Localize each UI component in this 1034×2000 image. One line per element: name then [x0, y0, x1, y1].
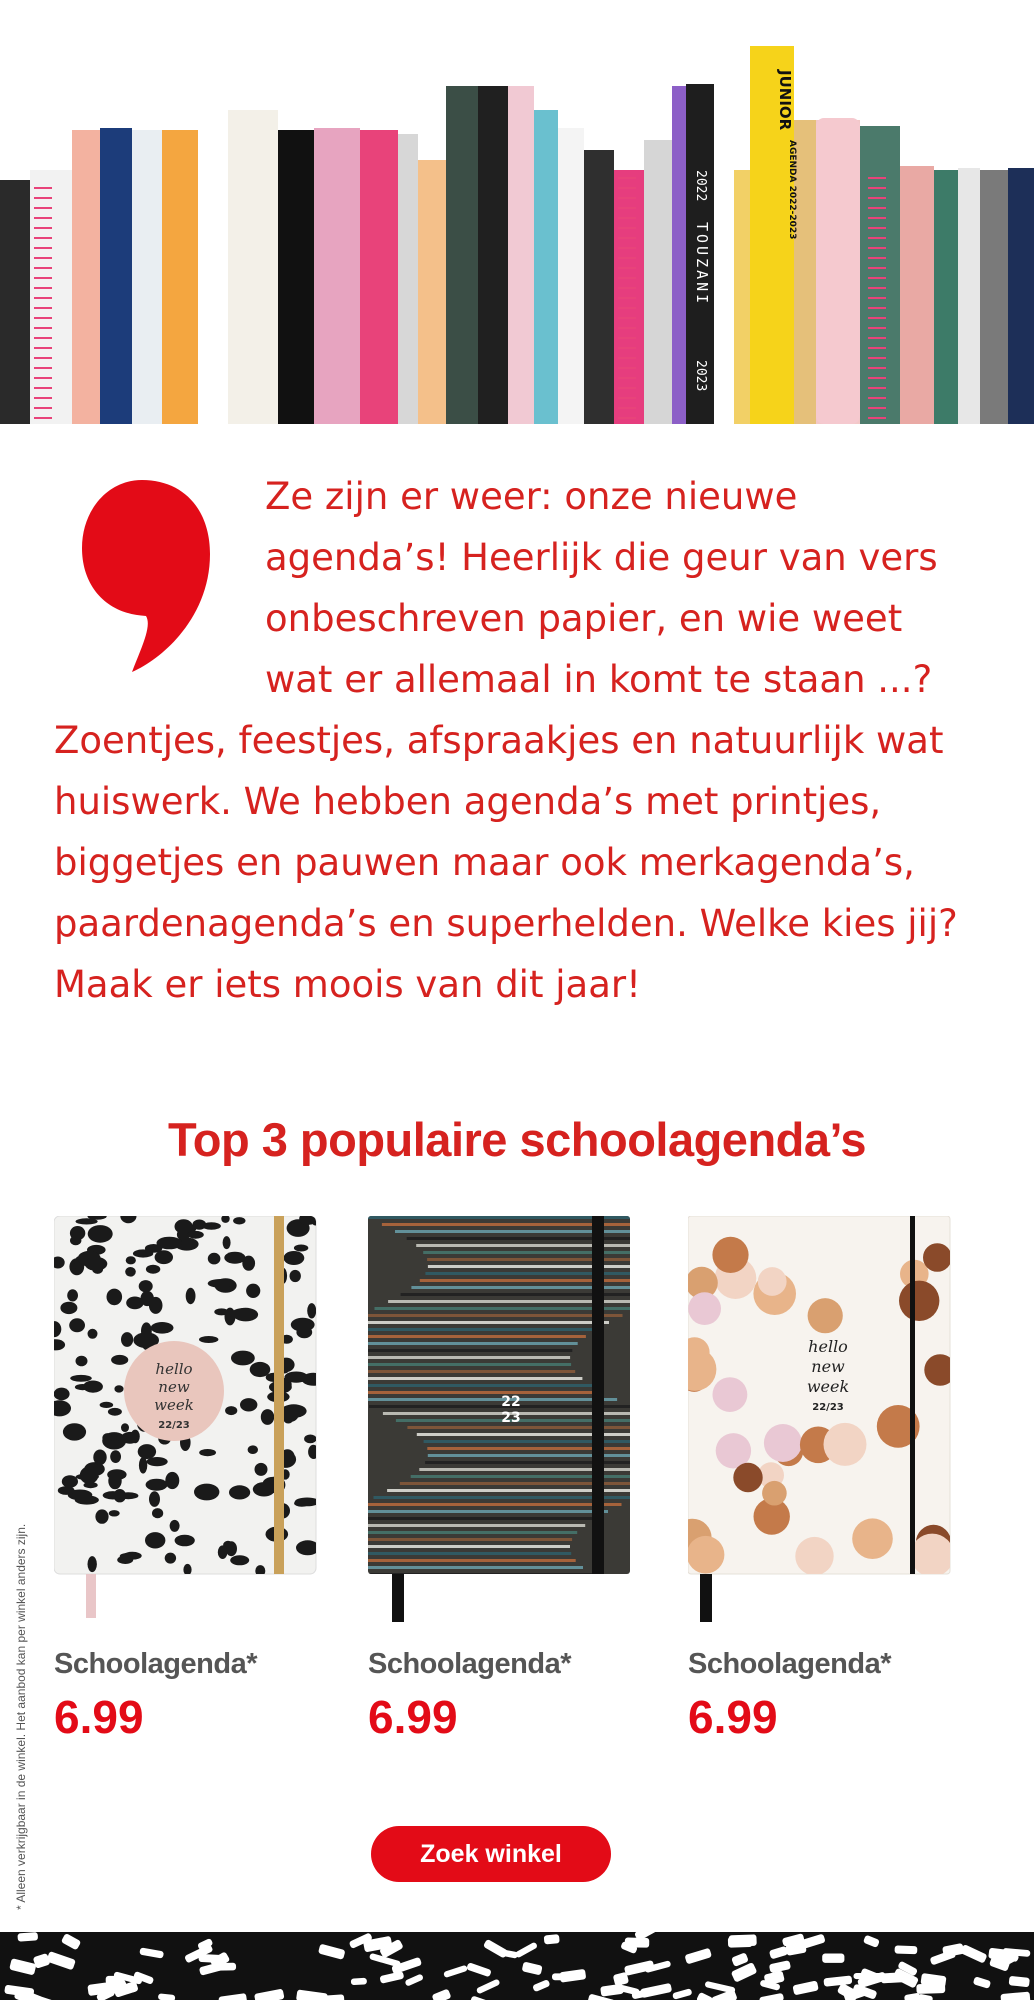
- cover-stripe: [368, 1384, 592, 1387]
- striped-agenda-image[interactable]: [368, 1216, 634, 1576]
- footer-dash: [432, 1989, 452, 2000]
- product-card[interactable]: [688, 1216, 968, 1756]
- book-spine: [1008, 168, 1034, 424]
- cover-stripe: [368, 1377, 582, 1380]
- leopard-spot: [103, 1491, 123, 1499]
- book-spine: [958, 168, 980, 424]
- leopard-spot: [261, 1409, 274, 1425]
- leopard-spot: [62, 1475, 78, 1488]
- fluffy-agenda-spine: [816, 118, 860, 424]
- footer-dash: [470, 1995, 497, 2000]
- leopard-spot: [233, 1217, 245, 1224]
- footer-dash: [792, 1980, 818, 1995]
- leopard-spot: [202, 1222, 221, 1230]
- hand-shape: [733, 1463, 762, 1492]
- cover-text-hello: hello: [155, 1360, 193, 1378]
- cover-stripe: [368, 1328, 597, 1331]
- leopard-spot: [60, 1302, 77, 1314]
- hand-shape: [911, 1534, 954, 1576]
- footer-dash: [318, 1944, 346, 1960]
- footer-dash: [895, 1945, 918, 1954]
- find-store-button[interactable]: Zoek winkel: [371, 1826, 611, 1882]
- leopard-spot: [121, 1332, 133, 1347]
- leopard-spot: [88, 1329, 98, 1339]
- footer-dash: [728, 1936, 753, 1948]
- intro-line: agenda’s! Heerlijk die geur van vers: [265, 536, 938, 579]
- hand-shape: [758, 1267, 787, 1296]
- footer-dash: [863, 1935, 880, 1948]
- leopard-spot: [165, 1472, 179, 1489]
- cover-stripe: [368, 1559, 576, 1562]
- book-spine: [860, 126, 900, 424]
- cover-stripe: [368, 1216, 630, 1219]
- leopard-spot: [146, 1265, 160, 1274]
- footer-dash: [379, 1971, 404, 1984]
- hand-shape: [688, 1292, 721, 1325]
- book-spine: [558, 128, 584, 424]
- leopard-spot: [125, 1267, 136, 1277]
- footer-dash: [684, 1948, 712, 1965]
- bookmark-ribbon: [392, 1574, 404, 1622]
- leopard-spot: [80, 1466, 99, 1484]
- product-price: 6.99: [368, 1691, 458, 1743]
- leopard-spot: [229, 1485, 250, 1499]
- footer-dash: [522, 1962, 543, 1976]
- disclaimer-text: * Alleen verkrijgbaar in de winkel. Het aanbod kan per winkel anders zijn.: [14, 1523, 28, 1910]
- leopard-spot: [133, 1249, 153, 1257]
- footer-dash: [973, 1976, 991, 1989]
- hand-shape: [923, 1243, 952, 1272]
- footer-dash: [1009, 1976, 1030, 1987]
- leopard-spot: [307, 1303, 316, 1318]
- cover-stripe: [368, 1363, 571, 1366]
- cover-stripe: [368, 1503, 622, 1506]
- product-name: Schoolagenda*: [688, 1648, 891, 1680]
- cover-stripe: [368, 1342, 578, 1345]
- leopard-spot: [291, 1318, 315, 1332]
- footer-dash: [764, 1970, 785, 1985]
- leopard-agenda-image[interactable]: [54, 1216, 320, 1576]
- footer-dash: [960, 1944, 988, 1964]
- book-spine: [228, 110, 278, 424]
- cover-stripe: [368, 1321, 609, 1324]
- footer-dash: [404, 1973, 424, 1986]
- book-spine: [162, 130, 198, 424]
- intro-line: Maak er iets moois van dit jaar!: [54, 963, 641, 1006]
- leopard-spot: [117, 1556, 133, 1564]
- cover-text-year: 22/23: [812, 1402, 844, 1413]
- hand-shape: [762, 1481, 787, 1506]
- footer-dash: [625, 1938, 650, 1948]
- leopard-spot: [139, 1457, 147, 1474]
- book-spine: [934, 170, 958, 424]
- cover-text-week: week: [154, 1396, 194, 1414]
- product-name: Schoolagenda*: [368, 1648, 571, 1680]
- leopard-spot: [69, 1318, 85, 1332]
- spine-text-touzani: TOUZANI: [693, 222, 711, 307]
- leopard-spot: [110, 1450, 121, 1463]
- leopard-spot: [138, 1444, 156, 1459]
- leopard-spot: [240, 1398, 257, 1411]
- leopard-spot: [250, 1362, 271, 1377]
- footer-dash: [46, 1951, 76, 1970]
- leopard-spot: [165, 1553, 176, 1564]
- cover-stripe: [368, 1538, 572, 1541]
- hands-agenda-image[interactable]: [688, 1216, 954, 1576]
- leopard-spot: [76, 1356, 88, 1367]
- footer-dash: [17, 1932, 38, 1942]
- book-spine: [360, 130, 398, 424]
- intro-paragraph: [54, 466, 994, 1015]
- leopard-spot: [83, 1381, 103, 1393]
- cover-stripe: [368, 1552, 571, 1555]
- book-spine: [900, 166, 934, 424]
- leopard-spot: [149, 1297, 163, 1314]
- leopard-spot: [295, 1498, 320, 1507]
- leopard-spot: [108, 1408, 122, 1416]
- leopard-spot: [231, 1351, 255, 1366]
- cover-stripe: [368, 1349, 572, 1352]
- leopard-spot: [107, 1469, 126, 1480]
- intro-line: biggetjes en pauwen maar ook merkagenda’s,: [54, 841, 915, 884]
- cover-stripe: [368, 1517, 596, 1520]
- book-spine: [314, 128, 360, 424]
- footer-dash: [731, 1952, 749, 1967]
- footer-dash: [696, 1992, 714, 2000]
- leopard-spot: [248, 1445, 258, 1454]
- leopard-spot: [253, 1482, 275, 1496]
- cover-stripe: [368, 1510, 608, 1513]
- book-spine: [0, 180, 30, 424]
- hand-shape: [795, 1537, 833, 1575]
- leopard-spot: [284, 1372, 308, 1383]
- footer-dash: [769, 1946, 789, 1960]
- leopard-spot: [224, 1252, 245, 1264]
- product-price: 6.99: [54, 1691, 144, 1743]
- leopard-spot: [70, 1236, 81, 1246]
- hero-bookshelf-image: [0, 0, 1034, 424]
- cover-stripe: [368, 1314, 623, 1317]
- intro-line: Ze zijn er weer: onze nieuwe: [265, 475, 798, 518]
- intro-line: Zoentjes, feestjes, afspraakjes en natuurlijk wat: [54, 719, 944, 762]
- leopard-spot: [208, 1253, 221, 1265]
- footer-dash: [198, 1954, 221, 1963]
- leopard-spot: [84, 1482, 98, 1488]
- spine-text-junior: JUNIOR: [776, 70, 794, 131]
- leopard-spot: [170, 1520, 180, 1532]
- book-spine: [398, 134, 418, 424]
- footer-dash: [552, 1973, 570, 1980]
- footer-dash: [514, 1942, 538, 1959]
- leopard-spot: [151, 1322, 174, 1334]
- leopard-spot: [155, 1250, 173, 1264]
- footer-dash: [823, 1975, 852, 1986]
- spine-text-2022: 2022: [693, 170, 708, 202]
- footer-dash: [1000, 1992, 1030, 2000]
- footer-dash: [544, 1934, 560, 1944]
- leopard-spot: [218, 1545, 228, 1559]
- leopard-spot: [225, 1406, 237, 1415]
- cover-text-23: 23: [501, 1410, 521, 1426]
- leopard-spot: [111, 1355, 128, 1365]
- leopard-spot: [102, 1433, 112, 1443]
- intro-line: onbeschreven papier, en wie weet: [265, 597, 903, 640]
- leopard-spot: [146, 1479, 168, 1491]
- cover-stripe: [368, 1545, 570, 1548]
- footer-dash: [624, 1960, 655, 1976]
- cover-stripe: [368, 1524, 585, 1527]
- leopard-spot: [246, 1284, 260, 1298]
- hand-shape: [712, 1237, 748, 1273]
- footer-dash: [942, 1943, 964, 1958]
- leopard-spot: [208, 1279, 233, 1288]
- leopard-spot: [100, 1402, 114, 1408]
- leopard-spot: [230, 1555, 249, 1565]
- hand-shape: [688, 1536, 724, 1574]
- book-spine: [508, 86, 534, 424]
- cover-text-hello: hello: [808, 1337, 848, 1356]
- bookmark-ribbon: [86, 1574, 96, 1618]
- leopard-spot: [95, 1509, 108, 1523]
- hand-shape: [899, 1281, 939, 1321]
- cover-stripe: [368, 1566, 583, 1569]
- product-name: Schoolagenda*: [54, 1648, 257, 1680]
- leopard-spot: [58, 1486, 75, 1495]
- leopard-spot: [139, 1280, 153, 1292]
- leopard-spot: [294, 1245, 308, 1252]
- leopard-spot: [194, 1484, 219, 1501]
- leopard-spot: [88, 1556, 97, 1572]
- leopard-spot: [223, 1236, 231, 1249]
- intro-line: wat er allemaal in komt te staan ...?: [265, 658, 933, 701]
- cover-stripe: [368, 1370, 575, 1373]
- footer-dash: [443, 1965, 468, 1978]
- cover-text-new: new: [158, 1378, 190, 1396]
- book-spine: [100, 128, 132, 424]
- leopard-spot: [199, 1449, 216, 1456]
- leopard-spot: [63, 1423, 86, 1440]
- cover-stripe: [368, 1356, 570, 1359]
- cover-stripe: [368, 1335, 586, 1338]
- footer-dash: [254, 1989, 285, 2000]
- book-spine: [584, 150, 614, 424]
- footer-dash: [532, 1979, 550, 1992]
- leopard-spot: [152, 1508, 163, 1518]
- book-spine: [644, 140, 672, 424]
- leopard-spot: [76, 1218, 98, 1224]
- leopard-spot: [109, 1510, 120, 1516]
- spine-text-2023: 2023: [693, 360, 708, 392]
- leopard-spot: [214, 1308, 228, 1315]
- leopard-spot: [114, 1385, 123, 1392]
- cover-stripe: [368, 1398, 617, 1401]
- footer-pattern: [0, 1932, 1034, 2000]
- leopard-spot: [255, 1463, 268, 1476]
- footer-dash: [139, 1947, 164, 1958]
- leopard-spot: [183, 1564, 191, 1576]
- cover-stripe: [368, 1391, 604, 1394]
- footer-dash: [600, 1984, 624, 1997]
- leopard-spot: [93, 1450, 106, 1466]
- footer-dash: [672, 1988, 692, 2000]
- intro-line: paardenagenda’s en superhelden. Welke kies jij?: [54, 902, 958, 945]
- leopard-spot: [70, 1375, 92, 1382]
- leopard-spot: [54, 1388, 70, 1401]
- leopard-spot: [107, 1289, 123, 1306]
- leopard-spot: [145, 1532, 165, 1548]
- leopard-spot: [121, 1423, 129, 1432]
- cover-text-week: week: [806, 1377, 850, 1396]
- book-spine: [72, 130, 100, 424]
- bookmark-ribbon: [700, 1574, 712, 1622]
- hand-shape: [764, 1424, 802, 1462]
- footer-dash: [466, 1962, 492, 1977]
- footer-dash: [61, 1933, 82, 1951]
- leopard-spot: [126, 1256, 136, 1264]
- cover-text-year: 22/23: [158, 1420, 190, 1431]
- book-spine: [446, 86, 478, 424]
- leopard-spot: [226, 1541, 237, 1556]
- book-spine: [132, 130, 162, 424]
- hand-shape: [824, 1423, 867, 1466]
- leopard-spot: [149, 1491, 160, 1507]
- book-spine: [534, 110, 558, 424]
- leopard-spot: [67, 1289, 78, 1301]
- intro-line: huiswerk. We hebben agenda’s met printjes,: [54, 780, 882, 823]
- book-spine: [418, 160, 446, 424]
- product-card[interactable]: [368, 1216, 648, 1756]
- book-spine: [478, 86, 508, 424]
- footer-dash: [854, 1973, 882, 1979]
- spine-text-agenda: AGENDA 2022-2023: [787, 140, 797, 240]
- leopard-spot: [85, 1257, 108, 1271]
- leopard-spot: [175, 1219, 193, 1233]
- hand-shape: [713, 1377, 748, 1412]
- hand-shape: [852, 1518, 893, 1559]
- leopard-spot: [284, 1251, 305, 1265]
- footer-dash: [158, 1993, 176, 2000]
- leopard-spot: [290, 1270, 301, 1282]
- section-title: Top 3 populaire schoolagenda’s: [168, 1113, 866, 1166]
- footer-dash: [759, 1993, 784, 2000]
- leopard-spot: [116, 1435, 127, 1441]
- book-spine: [980, 170, 1008, 424]
- leopard-spot: [308, 1445, 319, 1459]
- product-price: 6.99: [688, 1691, 778, 1743]
- footer-dash: [9, 1958, 36, 1975]
- leopard-spot: [126, 1297, 143, 1310]
- cover-stripe: [368, 1531, 577, 1534]
- leopard-spot: [186, 1288, 196, 1304]
- cover-text-new: new: [811, 1357, 845, 1376]
- cover-stripe: [369, 1405, 631, 1408]
- leopard-spot: [88, 1225, 113, 1243]
- footer-dash: [822, 1954, 844, 1963]
- hand-shape: [808, 1298, 843, 1333]
- leopard-spot: [187, 1231, 203, 1239]
- leopard-spot: [199, 1336, 218, 1343]
- book-spine: [198, 110, 228, 424]
- cover-text-22: 22: [501, 1394, 521, 1410]
- leopard-spot: [304, 1435, 316, 1444]
- footer-dash: [351, 1978, 367, 1985]
- leopard-spot: [296, 1540, 319, 1555]
- leopard-spot: [175, 1535, 195, 1547]
- leopard-spot: [282, 1407, 299, 1422]
- product-card[interactable]: [54, 1216, 334, 1756]
- leopard-spot: [231, 1308, 257, 1320]
- footer-dash: [218, 1993, 247, 2000]
- book-spine: [278, 130, 314, 424]
- footer-dash: [476, 1978, 501, 1994]
